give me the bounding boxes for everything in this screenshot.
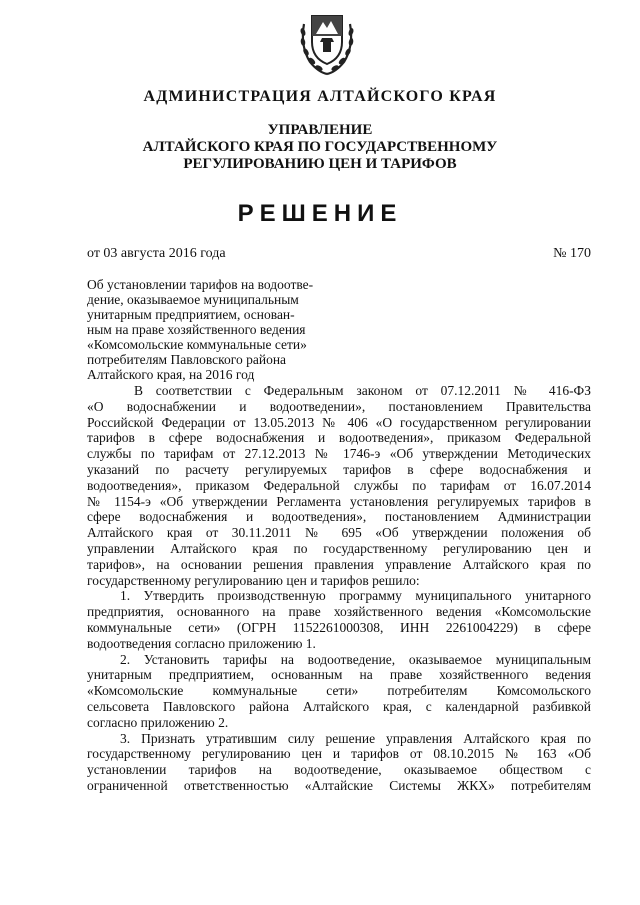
subject-line: ным на праве хозяйственного ведения	[87, 322, 306, 337]
preamble-line: Алтайского края от 30.11.2011 № 695 «Об утверждении положения об	[87, 525, 591, 541]
item-3-line: ограниченной ответственностью «Алтайские Системы ЖКХ» потребителям	[87, 777, 591, 793]
subject-block	[87, 277, 333, 382]
item-1-line: коммунальные сети» (ОГРН 1152261000308, ИНН 2261004229) в сфере	[87, 619, 591, 635]
item-2-line: «Комсомольские коммунальные сети» потребителям Комсомольского	[87, 683, 591, 699]
item-3-line: 3. Признать утратившим силу решение управления Алтайского края по	[120, 730, 591, 746]
department-line: АЛТАЙСКОГО КРАЯ ПО ГОСУДАРСТВЕННОМУ	[142, 139, 498, 155]
preamble-line: «О водоснабжении и водоотведении», постановлением Правительства	[87, 398, 591, 414]
preamble-line: указаний по расчету регулируемых тарифов в сфере водоснабжения и	[87, 461, 591, 477]
item-1-line: 1. Утвердить производственную программу муниципального унитарного	[120, 588, 591, 604]
subject-line: Об установлении тарифов на водоотве-	[87, 277, 314, 292]
preamble-line: тарифов», на основании решения правления управление Алтайского края по	[87, 556, 591, 572]
document-type-heading: РЕШЕНИЕ	[237, 200, 403, 227]
coat-of-arms-icon	[296, 6, 358, 78]
item-3-line: установлении тарифов на водоотведение, оказываемое обществом с	[87, 762, 591, 778]
item-2-line: 2. Установить тарифы на водоотведение, оказываемое муниципальным	[120, 651, 591, 667]
department-title	[0, 122, 640, 173]
administration-title: АДМИНИСТРАЦИЯ АЛТАЙСКОГО КРАЯ	[143, 88, 497, 105]
preamble-line: службы по тарифам от 27.12.2013 № 1746-э «Об утверждении Методических	[87, 446, 591, 462]
item-2-line: согласно приложению 2.	[87, 714, 229, 730]
preamble-line: сфере водоснабжения и водоотведения», постановлением Администрации	[87, 509, 591, 525]
preamble-line: тарифов в сфере водоснабжения и водоотведения», приказом Федеральной	[87, 430, 591, 446]
subject-line: дение, оказываемое муниципальным	[87, 292, 299, 307]
preamble-line: водоотведения», приказом Федеральной службы по тарифам от 16.07.2014	[87, 477, 591, 493]
department-line: РЕГУЛИРОВАНИЮ ЦЕН И ТАРИФОВ	[183, 156, 457, 172]
document-date: от 03 августа 2016 года	[87, 246, 226, 261]
item-1-line: водоотведения согласно приложению 1.	[87, 635, 316, 651]
date-number-row	[87, 246, 591, 262]
subject-line: потребителям Павловского района	[87, 352, 287, 367]
item-2-line: сельсовета Павловского района Алтайского края, с календарной разбивкой	[87, 698, 591, 714]
item-1-line: предприятия, основанного на праве хозяйственного ведения «Комсомольские	[87, 604, 591, 620]
preamble-line: государственному регулированию цен и тарифов решило:	[87, 572, 420, 588]
document-body	[87, 383, 591, 794]
preamble-line: № 1154-э «Об утверждении Регламента установления регулируемых тарифов в	[87, 493, 591, 509]
department-line: УПРАВЛЕНИЕ	[267, 122, 373, 138]
preamble-line: управлении Алтайского края по государственному регулированию цен и	[87, 540, 591, 556]
subject-line: «Комсомольские коммунальные сети»	[87, 337, 307, 352]
subject-line: Алтайского края, на 2016 год	[87, 367, 255, 382]
document-number: № 170	[553, 246, 591, 261]
preamble-line: В соответствии с Федеральным законом от 07.12.2011 № 416-ФЗ	[134, 383, 591, 398]
item-2-line: унитарным предприятием, основанным на праве хозяйственного ведения	[87, 667, 591, 683]
item-3-line: государственному регулированию цен и тарифов от 08.10.2015 № 163 «Об	[87, 746, 591, 762]
subject-line: унитарным предприятием, основан-	[87, 307, 295, 322]
preamble-line: Российской Федерации от 13.05.2013 № 406 «О государственном регулировании	[87, 414, 591, 430]
